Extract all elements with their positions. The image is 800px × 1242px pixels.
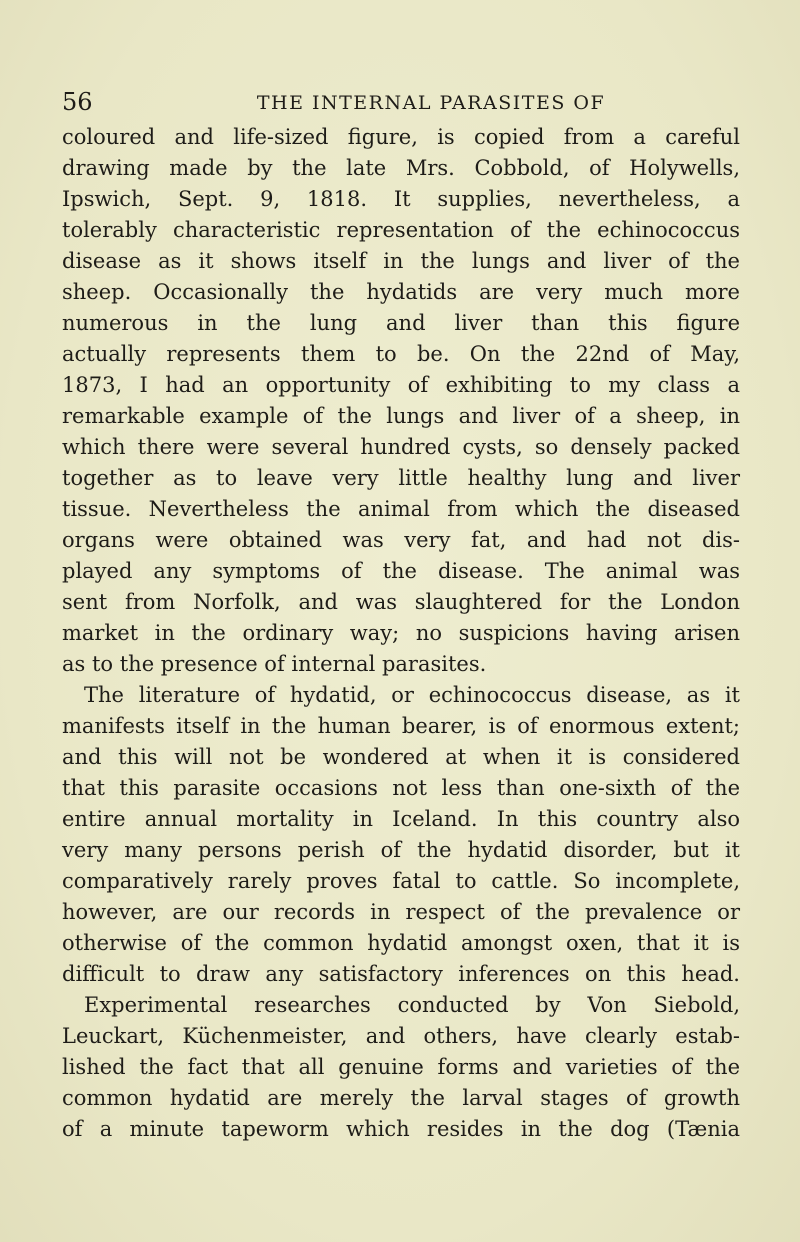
running-title: THE INTERNAL PARASITES OF <box>256 92 606 114</box>
text-line: however, are our records in respect of the prevalence or <box>62 900 740 924</box>
text-line: The literature of hydatid, or echinococcus disease, as it <box>84 683 740 707</box>
text-line: actually represents them to be. On the 22nd of May, <box>62 342 740 366</box>
text-line: 1873, I had an opportunity of exhibiting to my class a <box>62 373 740 397</box>
text-line: common hydatid are merely the larval stages of growth <box>62 1086 740 1110</box>
text-line: Ipswich, Sept. 9, 1818. It supplies, nevertheless, a <box>62 187 740 211</box>
text-line: coloured and life-sized figure, is copied from a careful <box>62 125 740 149</box>
text-line: together as to leave very little healthy lung and liver <box>62 466 740 490</box>
text-line: otherwise of the common hydatid amongst oxen, that it is <box>62 931 740 955</box>
text-line: comparatively rarely proves fatal to cattle. So incomplete, <box>62 869 740 893</box>
text-line: very many persons perish of the hydatid disorder, but it <box>62 838 740 862</box>
text-line: drawing made by the late Mrs. Cobbold, of Holywells, <box>62 156 740 180</box>
text-line: entire annual mortality in Iceland. In this country also <box>62 807 740 831</box>
text-line: remarkable example of the lungs and liver of a sheep, in <box>62 404 740 428</box>
text-line: as to the presence of internal parasites. <box>62 652 487 676</box>
text-line: Leuckart, Küchenmeister, and others, have clearly estab- <box>62 1024 740 1048</box>
page-number: 56 <box>62 88 93 116</box>
body-text <box>62 122 740 1145</box>
text-line: difficult to draw any satisfactory inferences on this head. <box>62 962 740 986</box>
text-line: Experimental researches conducted by Von Siebold, <box>84 993 740 1017</box>
text-line: sheep. Occasionally the hydatids are very much more <box>62 280 740 304</box>
text-line: manifests itself in the human bearer, is of enormous extent; <box>62 714 740 738</box>
page-header <box>62 88 740 118</box>
text-line: lished the fact that all genuine forms and varieties of the <box>62 1055 740 1079</box>
text-line: organs were obtained was very fat, and had not dis- <box>62 528 740 552</box>
text-line: played any symptoms of the disease. The animal was <box>62 559 740 583</box>
text-line: tolerably characteristic representation of the echinococcus <box>62 218 740 242</box>
text-line: which there were several hundred cysts, so densely packed <box>62 435 740 459</box>
text-line: numerous in the lung and liver than this figure <box>62 311 740 335</box>
text-line: disease as it shows itself in the lungs and liver of the <box>62 249 740 273</box>
text-line: and this will not be wondered at when it is considered <box>62 745 740 769</box>
text-line: market in the ordinary way; no suspicions having arisen <box>62 621 740 645</box>
text-line: of a minute tapeworm which resides in the dog (Tænia <box>62 1117 740 1141</box>
text-line: sent from Norfolk, and was slaughtered for the London <box>62 590 740 614</box>
text-line: tissue. Nevertheless the animal from which the diseased <box>62 497 740 521</box>
text-line: that this parasite occasions not less than one-sixth of the <box>62 776 740 800</box>
